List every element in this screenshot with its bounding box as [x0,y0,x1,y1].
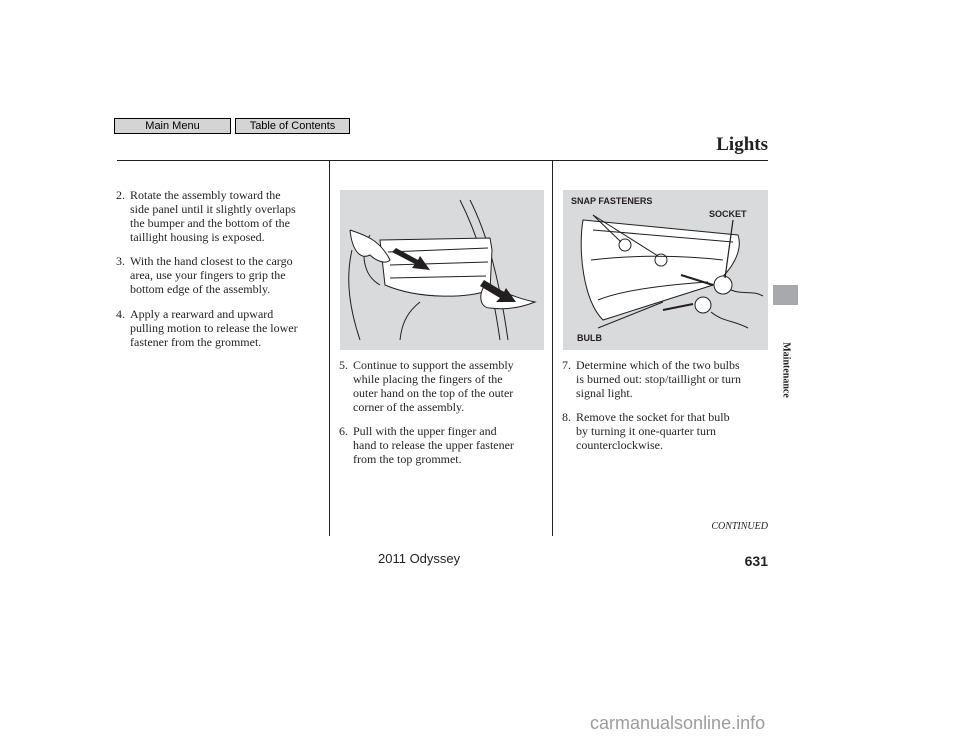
step-number: 2. [116,188,125,202]
step-text [130,254,293,296]
sidebar-section-label: Maintenance [780,342,792,398]
step-line: hand to release the upper fastener [353,438,514,452]
step-line: Remove the socket for that bulb [576,410,730,424]
header-rule [117,160,768,161]
watermark-text: carmanualsonline.info [590,713,766,733]
step-line: while placing the fingers of the [353,372,503,386]
step-text [130,307,298,349]
step-line: the bumper and the bottom of the [130,216,290,230]
step-line: taillight housing is exposed. [130,230,265,244]
step-number: 3. [116,254,125,268]
continued-label: CONTINUED [711,521,768,532]
column-divider-right [552,160,553,536]
step-line: signal light. [576,386,633,400]
callout-bulb: BULB [577,333,602,343]
step-line: Determine which of the two bulbs [576,358,740,372]
section-title: Lights [716,134,768,155]
step-line: side panel until it slightly overlaps [130,202,296,216]
step-number: 8. [562,410,571,424]
section-tab-marker [773,285,798,305]
step-number: 7. [562,358,571,372]
step-text [130,188,296,244]
step-line: counterclockwise. [576,438,663,452]
footer-model-name: 2011 Odyssey [378,551,461,566]
step-line: With the hand closest to the cargo [130,254,293,268]
step-line: is burned out: stop/taillight or turn [576,372,741,386]
table-of-contents-button[interactable]: Table of Contents [235,118,350,134]
bulb-socket-illustration [563,190,768,350]
step-line: fastener from the grommet. [130,335,262,349]
main-menu-button[interactable]: Main Menu [114,118,231,134]
step-number: 4. [116,307,125,321]
step-line: Apply a rearward and upward [130,307,274,321]
step-text [353,424,514,466]
step-text [576,358,741,400]
step-line: Pull with the upper finger and [353,424,497,438]
callout-socket: SOCKET [709,209,747,219]
page-number: 631 [744,553,768,569]
step-line: Continue to support the assembly [353,358,514,372]
taillight-removal-illustration [340,190,544,350]
step-line: by turning it one-quarter turn [576,424,716,438]
step-line: pulling motion to release the lower [130,321,298,335]
step-text [576,410,730,452]
taillight-removal-drawing [340,190,544,350]
step-line: area, use your fingers to grip the [130,268,286,282]
callout-snap-fasteners: SNAP FASTENERS [571,196,653,206]
step-number: 5. [339,358,348,372]
step-line: bottom edge of the assembly. [130,282,271,296]
step-line: Rotate the assembly toward the [130,188,281,202]
step-line: corner of the assembly. [353,400,465,414]
step-number: 6. [339,424,348,438]
step-text [353,358,514,414]
step-line: from the top grommet. [353,452,462,466]
column-divider-left [329,160,330,536]
step-line: outer hand on the top of the outer [353,386,514,400]
